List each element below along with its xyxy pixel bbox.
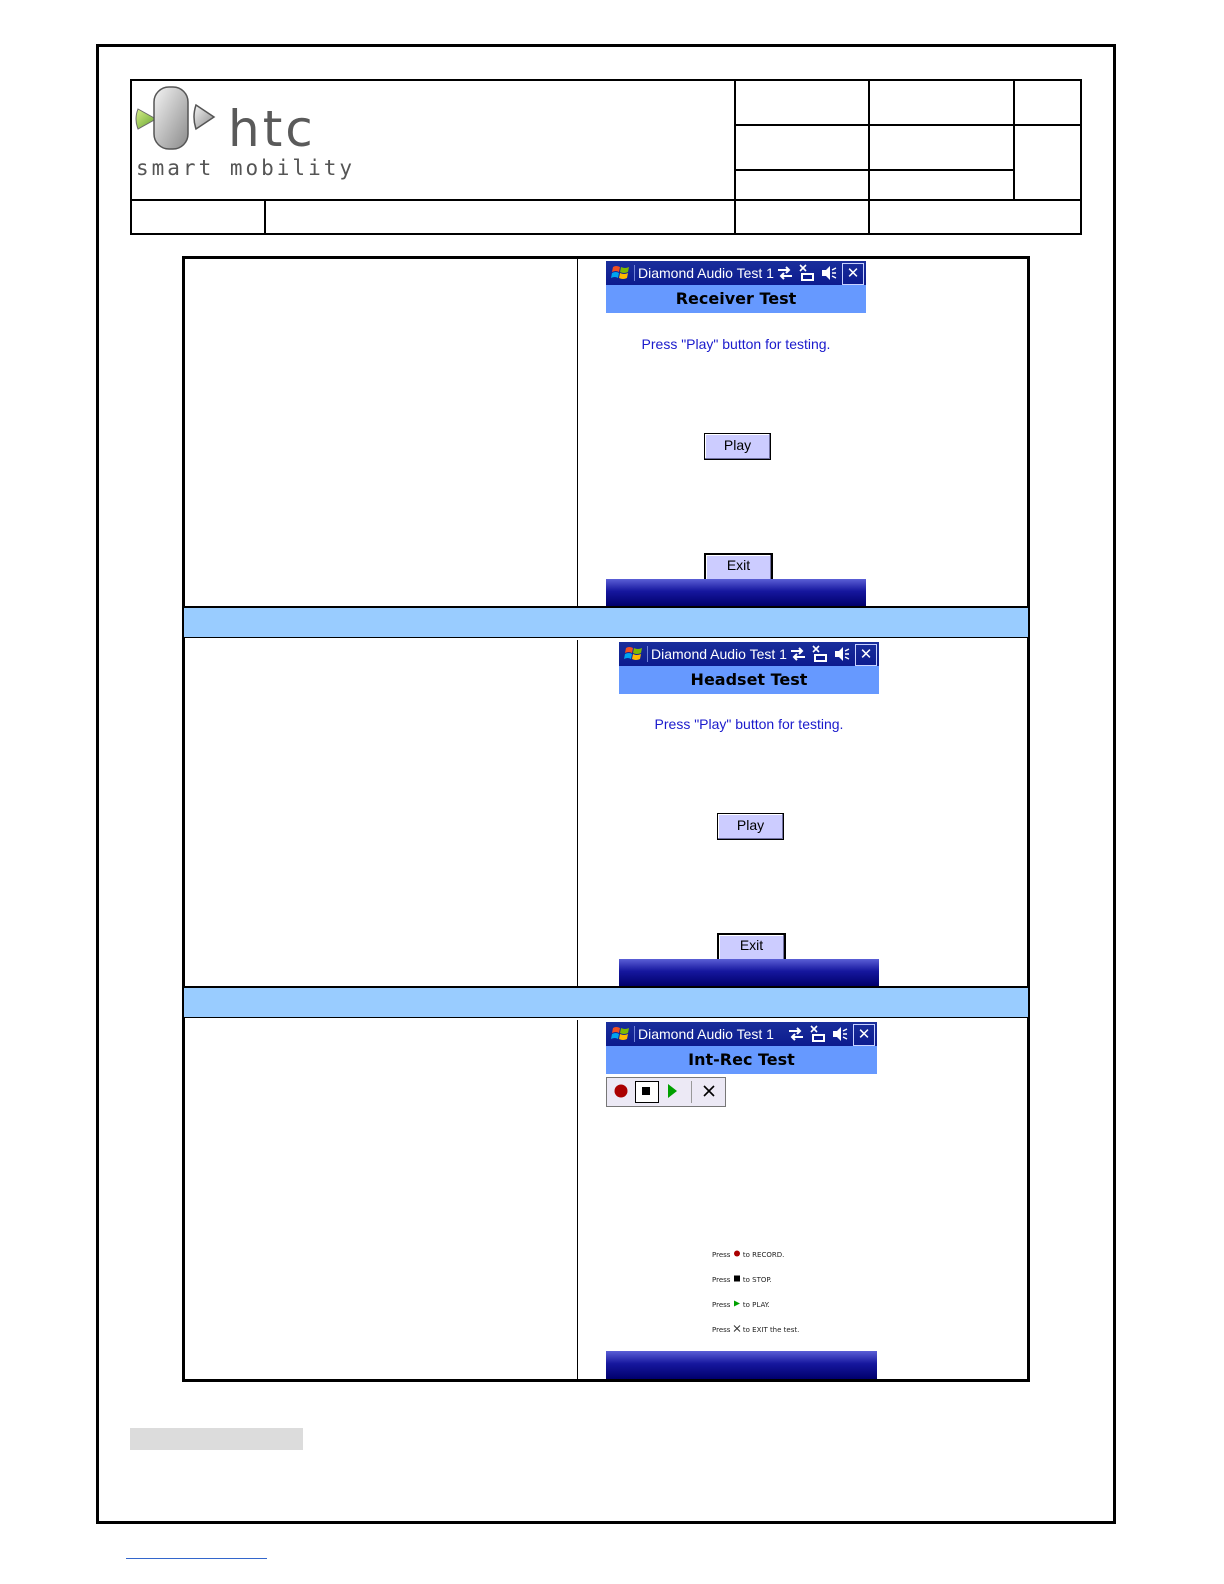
window-title: Diamond Audio Test 1 [638,265,774,281]
section-band [184,606,1028,638]
title-separator [634,265,635,281]
title-bar [606,261,866,285]
header-divider [1013,81,1015,199]
stop-icon [733,1275,741,1282]
receiver-test-screen [606,261,866,606]
instruction-action: to PLAY. [742,1301,770,1309]
screen-heading: Headset Test [619,666,879,694]
instruction-exit [712,1325,799,1334]
logo-tagline: smart mobility [136,156,356,180]
soft-key-bar [619,959,879,986]
close-button[interactable]: ✕ [853,1024,875,1046]
instruction-word: Press [712,1251,731,1259]
connectivity-icon[interactable] [776,263,794,283]
footer-highlight [130,1428,303,1450]
screen-heading: Int-Rec Test [606,1046,877,1074]
record-icon[interactable] [610,1081,632,1101]
stop-button[interactable] [635,1081,659,1103]
connectivity-icon[interactable] [789,644,807,664]
title-bar [619,642,879,666]
recorder-toolbar [606,1077,726,1107]
soft-key-bar [606,1351,877,1379]
logo-wordmark: htc [228,100,316,158]
instruction-action: to RECORD. [742,1251,785,1259]
windows-start-icon[interactable] [610,1024,632,1044]
column-divider [577,258,578,606]
instruction-word: Press [712,1276,731,1284]
play-icon [733,1300,741,1307]
volume-icon[interactable] [831,1024,849,1044]
header-divider [734,124,1080,126]
record-icon [733,1250,741,1257]
title-separator [647,646,648,662]
close-button[interactable]: ✕ [842,263,864,285]
play-icon[interactable] [661,1081,683,1101]
close-button[interactable]: ✕ [855,644,877,666]
header-divider [868,81,870,233]
volume-icon[interactable] [820,263,838,283]
close-icon[interactable] [698,1081,720,1101]
stop-icon [636,1082,656,1100]
column-divider [577,1020,578,1380]
column-divider [577,640,578,986]
htc-logo-icon [134,83,224,155]
instruction-text: Press "Play" button for testing. [641,336,831,352]
headset-test-screen [619,642,879,986]
instruction-word: Press [712,1301,731,1309]
window-title: Diamond Audio Test 1 [638,1026,774,1042]
toolbar-separator [691,1081,692,1103]
header-divider [264,199,266,233]
section-band [184,986,1028,1018]
soft-key-bar [606,579,866,606]
connectivity-icon[interactable] [787,1024,805,1044]
exit-button[interactable]: Exit [704,553,773,582]
instruction-record [712,1250,784,1259]
windows-start-icon[interactable] [623,644,645,664]
title-separator [634,1026,635,1042]
close-icon [733,1325,741,1332]
instruction-stop [712,1275,772,1284]
header-divider [734,169,1015,171]
signal-icon[interactable] [798,263,816,283]
window-title: Diamond Audio Test 1 [651,646,787,662]
footer-link-underline[interactable] [126,1558,267,1559]
int-rec-test-screen [606,1022,877,1379]
instruction-word: Press [712,1326,731,1334]
windows-start-icon[interactable] [610,263,632,283]
header-divider [132,199,1080,201]
signal-icon[interactable] [809,1024,827,1044]
play-button[interactable]: Play [717,813,784,840]
instruction-action: to EXIT the test. [742,1326,800,1334]
instruction-text: Press "Play" button for testing. [654,716,844,732]
header-divider [734,81,736,233]
volume-icon[interactable] [833,644,851,664]
screen-heading: Receiver Test [606,285,866,313]
signal-icon[interactable] [811,644,829,664]
exit-button[interactable]: Exit [717,933,786,962]
instruction-action: to STOP. [742,1276,772,1284]
play-button[interactable]: Play [704,433,771,460]
instruction-play [712,1300,770,1309]
title-bar [606,1022,877,1046]
